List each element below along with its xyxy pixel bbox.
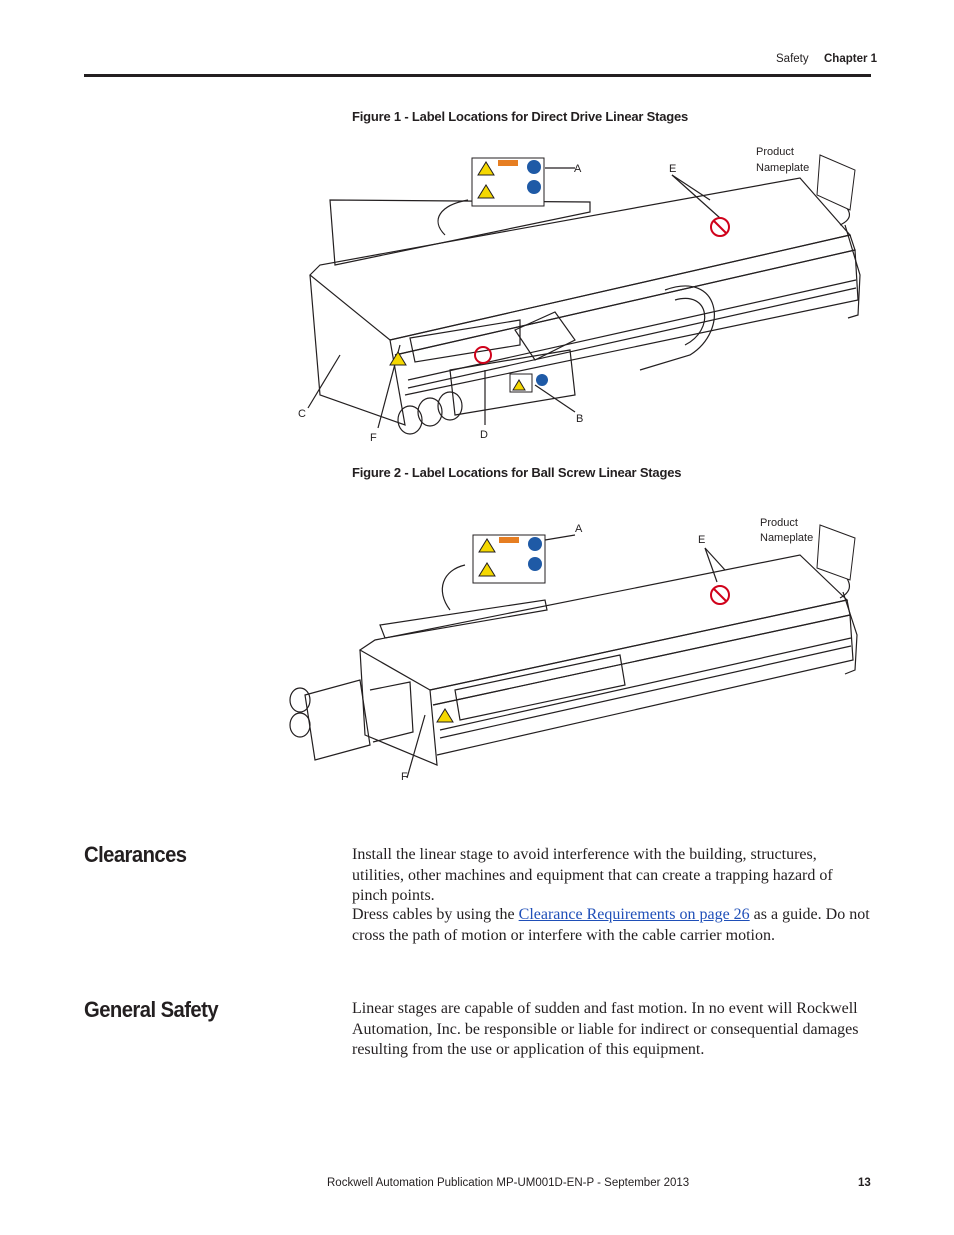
fig1-callout-c: C — [298, 408, 306, 420]
page-number: 13 — [858, 1177, 871, 1189]
clearances-para2-before: Dress cables by using the — [352, 906, 519, 923]
clearances-para2-after: as a guide. Do not cross the path of motion or interfere with the cable carrier motion. — [352, 906, 870, 944]
fig1-nameplate-line2: Nameplate — [756, 162, 810, 174]
figure1-illustration — [290, 140, 870, 450]
fig2-callout-a: A — [575, 523, 583, 535]
fig2-callout-e: E — [698, 534, 706, 546]
fig2-nameplate-line2: Nameplate — [760, 532, 814, 544]
fig1-callout-a: A — [574, 163, 582, 175]
footer-publication: Rockwell Automation Publication MP-UM001D-EN-P - September 2013 — [327, 1177, 690, 1189]
fig2-nameplate-line1: Product — [760, 517, 798, 529]
clearance-requirements-link[interactable]: Clearance Requirements on page 26 — [518, 906, 750, 923]
general-safety-heading: General Safety — [84, 997, 219, 1022]
running-header-chapter: Chapter 1 — [824, 53, 878, 65]
general-safety-paragraph: Linear stages are capable of sudden and fast motion. In no event will Rockwell Automation, Inc. be responsible or liable for indirect or consequential damages resulting from the use or application of this equipment. — [352, 1000, 859, 1058]
fig1-callout-f: F — [370, 432, 377, 444]
figure2-illustration — [285, 510, 870, 790]
fig1-callout-d: D — [480, 429, 488, 441]
fig2-callout-f: F — [401, 771, 408, 783]
figure2-caption: Figure 2 - Label Locations for Ball Screw Linear Stages — [352, 465, 682, 480]
clearances-paragraph-2 — [352, 905, 872, 946]
fig1-callout-e: E — [669, 163, 677, 175]
running-header-section: Safety — [776, 53, 809, 65]
header-rule — [84, 74, 871, 77]
fig1-nameplate-line1: Product — [756, 146, 794, 158]
figure1-caption: Figure 1 - Label Locations for Direct Drive Linear Stages — [352, 109, 689, 124]
clearances-heading: Clearances — [84, 842, 187, 867]
clearances-paragraph-1: Install the linear stage to avoid interference with the building, structures, utilities, other machines and equipment that can create a trapping hazard of pinch points. — [352, 846, 833, 904]
fig1-callout-b: B — [576, 413, 584, 425]
